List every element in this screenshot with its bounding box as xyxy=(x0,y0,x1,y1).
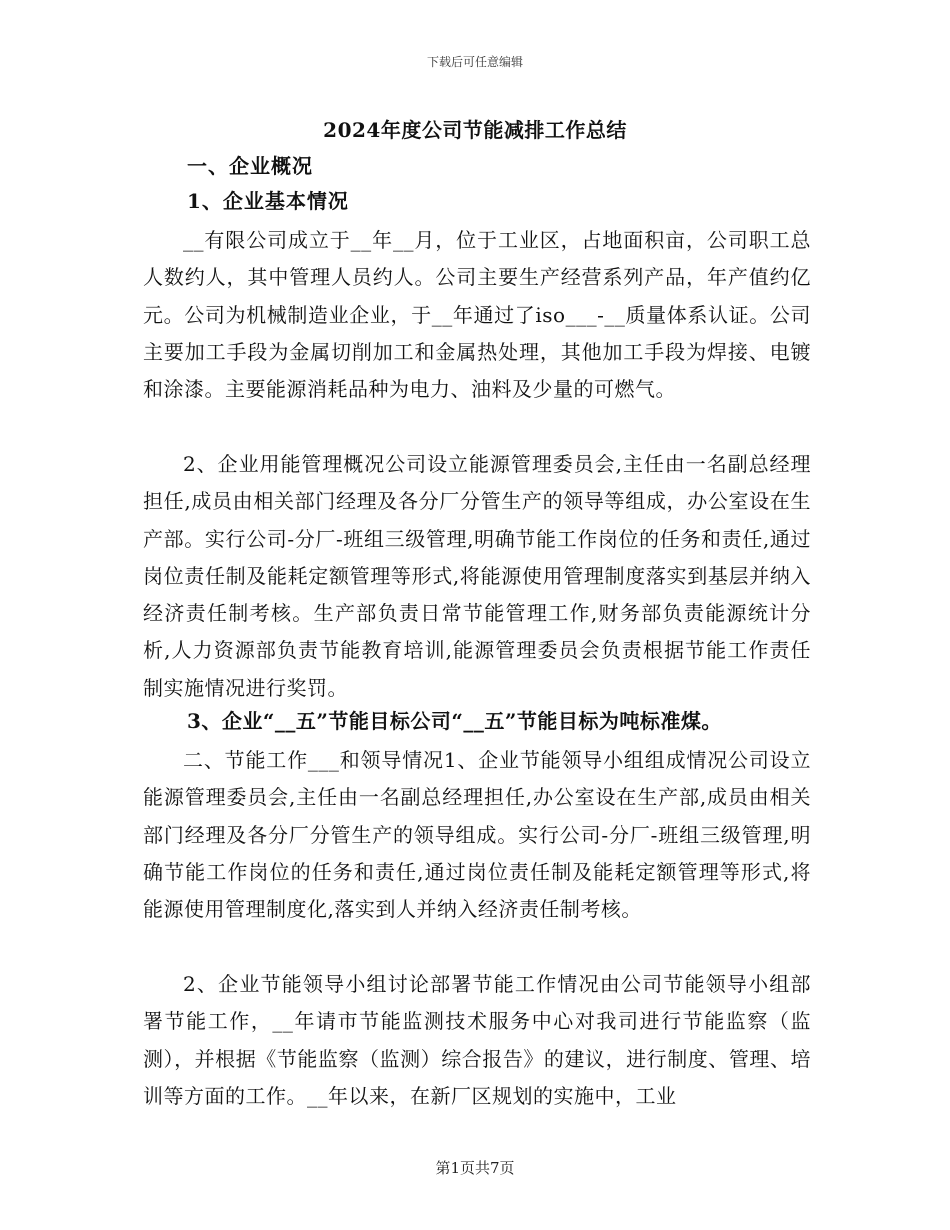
paragraph-deployment: 2、企业节能领导小组讨论部署节能工作情况由公司节能领导小组部署节能工作，__年请市节能监测技术服务中心对我司进行节能监察（监测），并根据《节能监察（监测）综合报告》的建议，进行制度、管理、培训等方面的工作。__年以来，在新厂区规划的实施中，工业 xyxy=(143,972,811,1108)
section-heading-overview: 一、企业概况 xyxy=(187,154,313,178)
bold-line-energy-target: 3、企业“__五”节能目标公司“__五”节能目标为吨标准煤。 xyxy=(187,709,722,733)
document-title: 2024年度公司节能减排工作总结 xyxy=(323,118,627,142)
subsection-heading-basic-info: 1、企业基本情况 xyxy=(187,189,349,213)
paragraph-company-basics: __有限公司成立于__年__月，位于工业区，占地面积亩，公司职工总人数约人，其中管理人员约人。公司主要生产经营系列产品，年产值约亿元。公司为机械制造业企业，于__年通过了iso___-__质量体系认证。公司主要加工手段为金属切削加工和金属热处理，其他加工手段为焊接、电镀和涂漆。主要能源消耗品种为电力、油料及少量的可燃气。 xyxy=(143,228,811,402)
paragraph-leadership: 二、节能工作___和领导情况1、企业节能领导小组组成情况公司设立能源管理委员会,主任由一名副总经理担任,办公室设在生产部,成员由相关部门经理及各分厂分管生产的领导组成。实行公司-分厂-班组三级管理,明确节能工作岗位的任务和责任,通过岗位责任制及能耗定额管理等形式,将能源使用管理制度化,落实到人并纳入经济责任制考核。 xyxy=(143,748,811,922)
paragraph-energy-management: 2、企业用能管理概况公司设立能源管理委员会,主任由一名副总经理担任,成员由相关部门经理及各分厂分管生产的领导等组成，办公室设在生产部。实行公司-分厂-班组三级管理,明确节能工作岗位的任务和责任,通过岗位责任制及能耗定额管理等形式,将能源使用管理制度落实到基层并纳入经济责任制考核。生产部负责日常节能管理工作,财务部负责能源统计分析,人力资源部负责节能教育培训,能源管理委员会负责根据节能工作责任制实施情况进行奖罚。 xyxy=(143,452,811,700)
page-header-note: 下载后可任意编辑 xyxy=(426,55,523,69)
page-number-footer: 第1页共7页 xyxy=(435,1159,515,1177)
